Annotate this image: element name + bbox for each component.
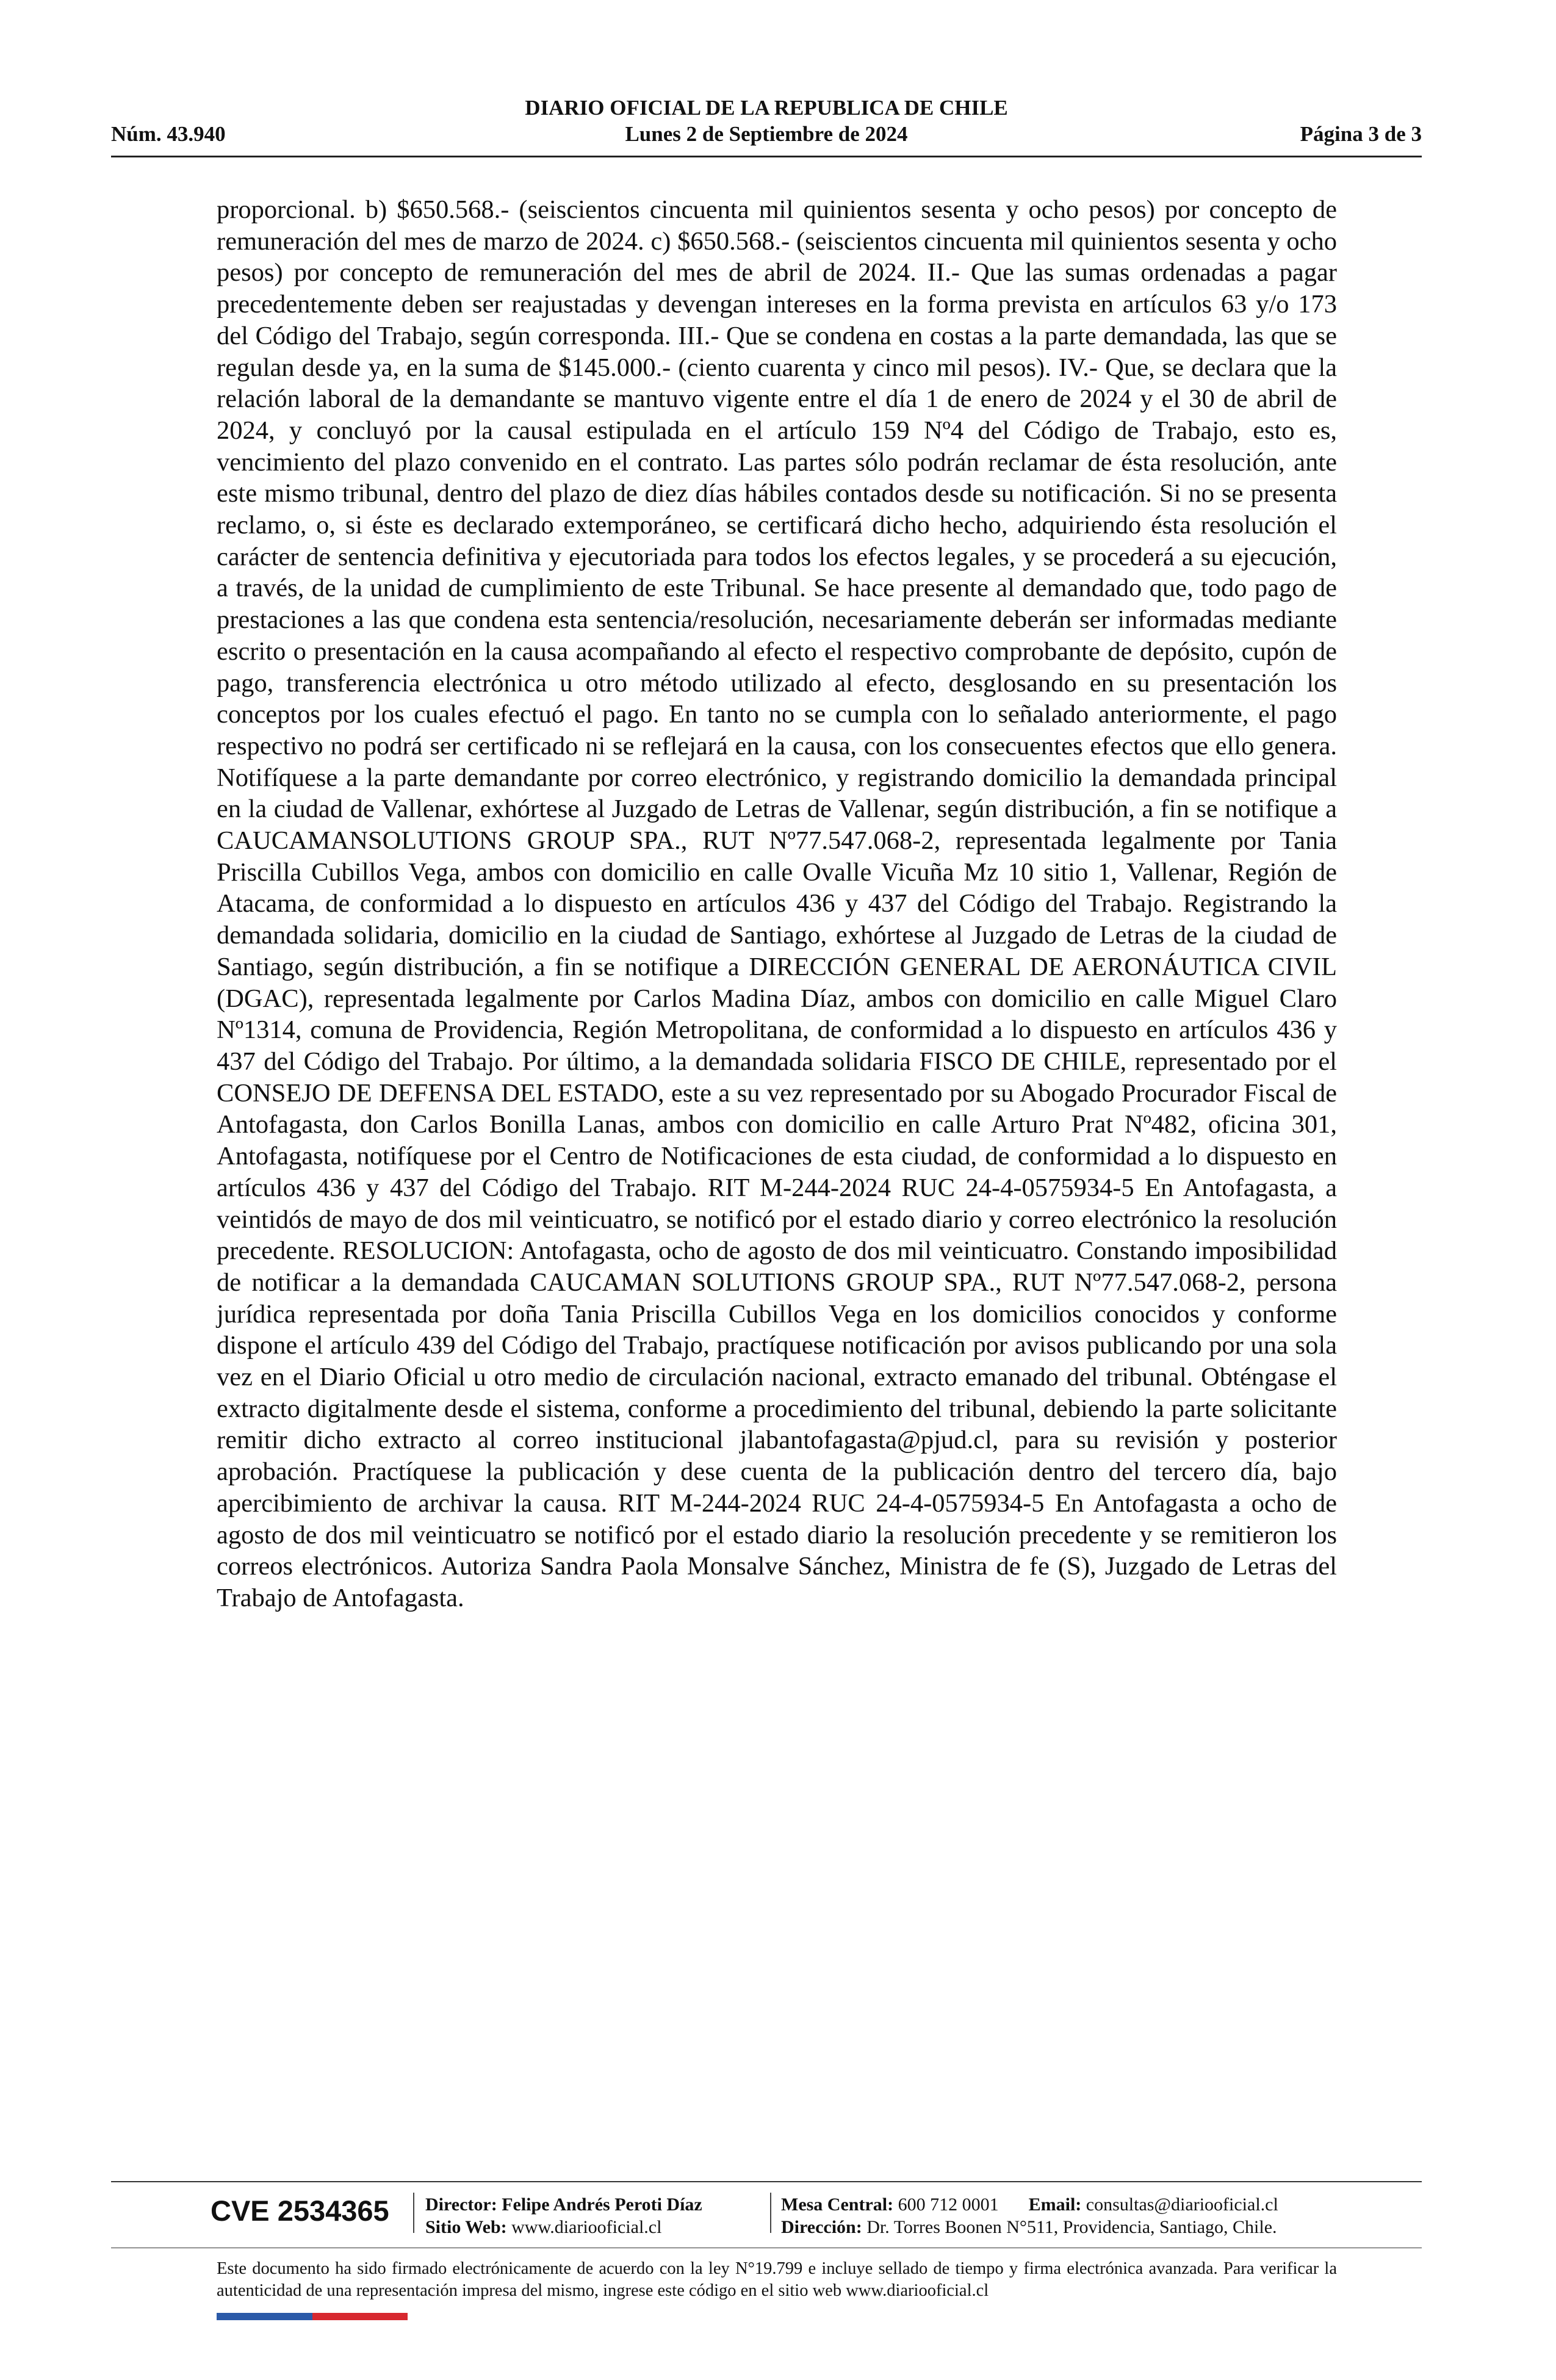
publication-title: DIARIO OFICIAL DE LA REPUBLICA DE CHILE bbox=[525, 96, 1008, 120]
email-label: Email: bbox=[1028, 2194, 1082, 2215]
footer-top-rule bbox=[111, 2181, 1422, 2182]
flag-stripe-red bbox=[312, 2313, 408, 2320]
page-header bbox=[111, 95, 1422, 157]
legal-notice: Este documento ha sido firmado electrónicamente de acuerdo con la ley N°19.799 e incluye sellado de tiempo y firma electrónica avanzada. Para verificar la autenticidad de una representación impresa del mismo, ingrese este código en el sitio web www.diariooficial.cl bbox=[217, 2259, 1337, 2300]
address-label: Dirección: bbox=[781, 2217, 862, 2237]
website-link[interactable]: www.diariooficial.cl bbox=[511, 2217, 662, 2237]
issue-date: Lunes 2 de Septiembre de 2024 bbox=[625, 122, 908, 146]
mesa-central-phone: 600 712 0001 bbox=[898, 2194, 999, 2215]
address-value: Dr. Torres Boonen N°511, Providencia, Santiago, Chile. bbox=[866, 2217, 1277, 2237]
cve-code: CVE 2534365 bbox=[211, 2194, 389, 2227]
footer-contact-block bbox=[781, 2193, 1278, 2238]
flag-stripe-blue bbox=[217, 2313, 312, 2320]
body-text: proporcional. b) $650.568.- (seiscientos cincuenta mil quinientos sesenta y ocho pesos) por concepto de remuneración del mes de marzo de 2024. c) $650.568.- (seiscientos cincuenta mil quinientos sesenta y ocho pesos) por concepto de remuneración del mes de abril de 2024. II.- Que las sumas ordenadas a pagar precedentemente deben ser reajustadas y devengan intereses en la forma prevista en artículos 63 y/o 173 del Código del Trabajo, según corresponda. III.- Que se condena en costas a la parte demandada, las que se regulan desde ya, en la suma de $145.000.- (ciento cuarenta y cinco mil pesos). IV.- Que, se declara que la relación laboral de la demandante se mantuvo vigente entre el día 1 de enero de 2024 y el 30 de abril de 2024, y concluyó por la causal estipulada en el artículo 159 Nº4 del Código de Trabajo, esto es, vencimiento del plazo convenido en el contrato. Las partes sólo podrán reclamar de ésta resolución, ante este mismo tribunal, dentro del plazo de diez días hábiles contados desde su notificación. Si no se presenta reclamo, o, si éste es declarado extemporáneo, se certificará dicho hecho, adquiriendo ésta resolución el carácter de sentencia definitiva y ejecutoriada para todos los efectos legales, y se procederá a su ejecución, a través, de la unidad de cumplimiento de este Tribunal. Se hace presente al demandado que, todo pago de prestaciones a las que condena esta sentencia/resolución, necesariamente deberán ser informadas mediante escrito o presentación en la causa acompañando al efecto el respectivo comprobante de depósito, cupón de pago, transferencia electrónica u otro método utilizado al efecto, desglosando en su presentación los conceptos por los cuales efectuó el pago. En tanto no se cumpla con lo señalado anteriormente, el pago respectivo no podrá ser certificado ni se reflejará en la causa, con los consecuentes efectos que ello genera. Notifíquese a la parte demandante por correo electrónico, y registrando domicilio la demandada principal en la ciudad de Vallenar, exhórtese al Juzgado de Letras de Vallenar, según distribución, a fin se notifique a CAUCAMANSOLUTIONS GROUP SPA., RUT Nº77.547.068-2, representada legalmente por Tania Priscilla Cubillos Vega, ambos con domicilio en calle Ovalle Vicuña Mz 10 sitio 1, Vallenar, Región de Atacama, de conformidad a lo dispuesto en artículos 436 y 437 del Código del Trabajo. Registrando la demandada solidaria, domicilio en la ciudad de Santiago, exhórtese al Juzgado de Letras de la ciudad de Santiago, según distribución, a fin se notifique a DIRECCIÓN GENERAL DE AERONÁUTICA CIVIL (DGAC), representada legalmente por Carlos Madina Díaz, ambos con domicilio en calle Miguel Claro Nº1314, comuna de Providencia, Región Metropolitana, de conformidad a lo dispuesto en artículos 436 y 437 del Código del Trabajo. Por último, a la demandada solidaria FISCO DE CHILE, representado por el CONSEJO DE DEFENSA DEL ESTADO, este a su vez representado por su Abogado Procurador Fiscal de Antofagasta, don Carlos Bonilla Lanas, ambos con domicilio en calle Arturo Prat Nº482, oficina 301, Antofagasta, notifíquese por el Centro de Notificaciones de esta ciudad, de conformidad a lo dispuesto en artículos 436 y 437 del Código del Trabajo. RIT M-244-2024 RUC 24-4-0575934-5 En Antofagasta, a veintidós de mayo de dos mil veinticuatro, se notificó por el estado diario y correo electrónico la resolución precedente. RESOLUCION: Antofagasta, ocho de agosto de dos mil veinticuatro. Constando imposibilidad de notificar a la demandada CAUCAMAN SOLUTIONS GROUP SPA., RUT Nº77.547.068-2, persona jurídica representada por doña Tania Priscilla Cubillos Vega en los domicilios conocidos y conforme dispone el artículo 439 del Código del Trabajo, practíquese notificación por avisos publicando por una sola vez en el Diario Oficial u otro medio de circulación nacional, extracto emanado del tribunal. Obténgase el extracto digitalmente desde el sistema, conforme a procedimiento del tribunal, debiendo la parte solicitante remitir dicho extracto al correo institucional jlabantofagasta@pjud.cl, para su revisión y posterior aprobación. Practíquese la publicación y dese cuenta de la publicación dentro del tercero día, bajo apercibimiento de archivar la causa. RIT M-244-2024 RUC 24-4-0575934-5 En Antofagasta a ocho de agosto de dos mil veinticuatro se notificó por el estado diario la resolución precedente y se remitieron los correos electrónicos. Autoriza Sandra Paola Monsalve Sánchez, Ministra de fe (S), Juzgado de Letras del Trabajo de Antofagasta. bbox=[217, 195, 1337, 1612]
website-label: Sitio Web: bbox=[425, 2217, 507, 2237]
director-label: Director: Felipe Andrés Peroti Díaz bbox=[425, 2194, 702, 2215]
footer-director-block bbox=[425, 2193, 702, 2238]
email-link[interactable]: consultas@diariooficial.cl bbox=[1086, 2194, 1278, 2215]
footer-divider-left bbox=[413, 2193, 414, 2233]
page-number: Página 3 de 3 bbox=[1300, 122, 1422, 146]
mesa-central-label: Mesa Central: bbox=[781, 2194, 894, 2215]
issue-number: Núm. 43.940 bbox=[111, 122, 226, 146]
footer-divider-right bbox=[770, 2193, 771, 2233]
